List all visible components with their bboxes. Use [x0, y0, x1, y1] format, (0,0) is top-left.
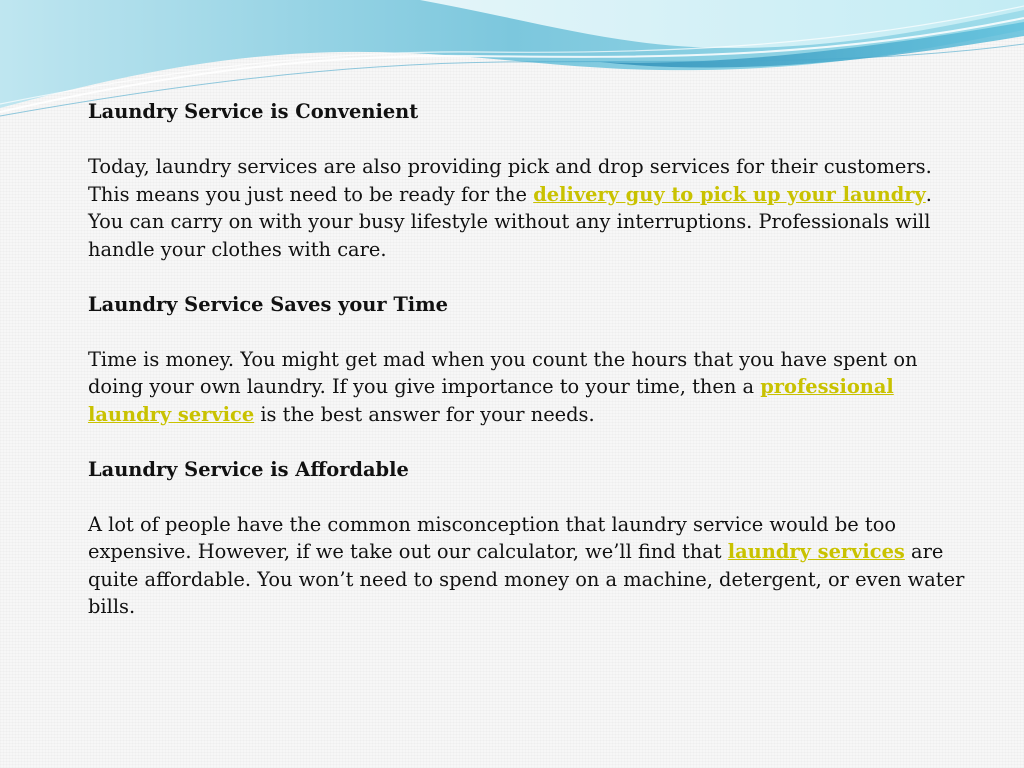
paragraph-text: A lot of people have the common misconception that laundry service would be too expensive. However, if we take out our calculator, we’ll find that [88, 512, 897, 563]
paragraph-text: Today, laundry services are also providing pick and drop services for their customers. This means you just need to be ready for the [88, 155, 932, 206]
section-paragraph-convenient [88, 153, 968, 263]
section-heading-affordable: Laundry Service is Affordable [88, 457, 409, 481]
paragraph-text: . You can carry on with your busy lifestyle without any interruptions. Professionals will handle your clothes with care. [88, 182, 932, 261]
paragraph-text: is the best answer for your needs. [254, 402, 595, 426]
paragraph-text: Time is money. You might get mad when you count the hours that you have spent on doing your own laundry. If you give importance to your time, then a [88, 347, 918, 398]
link-laundry-services[interactable]: laundry services [727, 540, 905, 563]
link-professional-laundry-service[interactable]: professional laundry service [88, 375, 894, 426]
section-paragraph-saves-time [88, 346, 968, 429]
paragraph-text: are quite affordable. You won’t need to spend money on a machine, detergent, or even water bills. [88, 540, 965, 618]
article-body [88, 98, 968, 648]
link-delivery-guy[interactable]: delivery guy to pick up your laundry [533, 182, 926, 206]
section-paragraph-affordable [88, 511, 968, 621]
section-heading-saves-time: Laundry Service Saves your Time [88, 292, 449, 316]
section-heading-convenient: Laundry Service is Convenient [88, 100, 419, 123]
